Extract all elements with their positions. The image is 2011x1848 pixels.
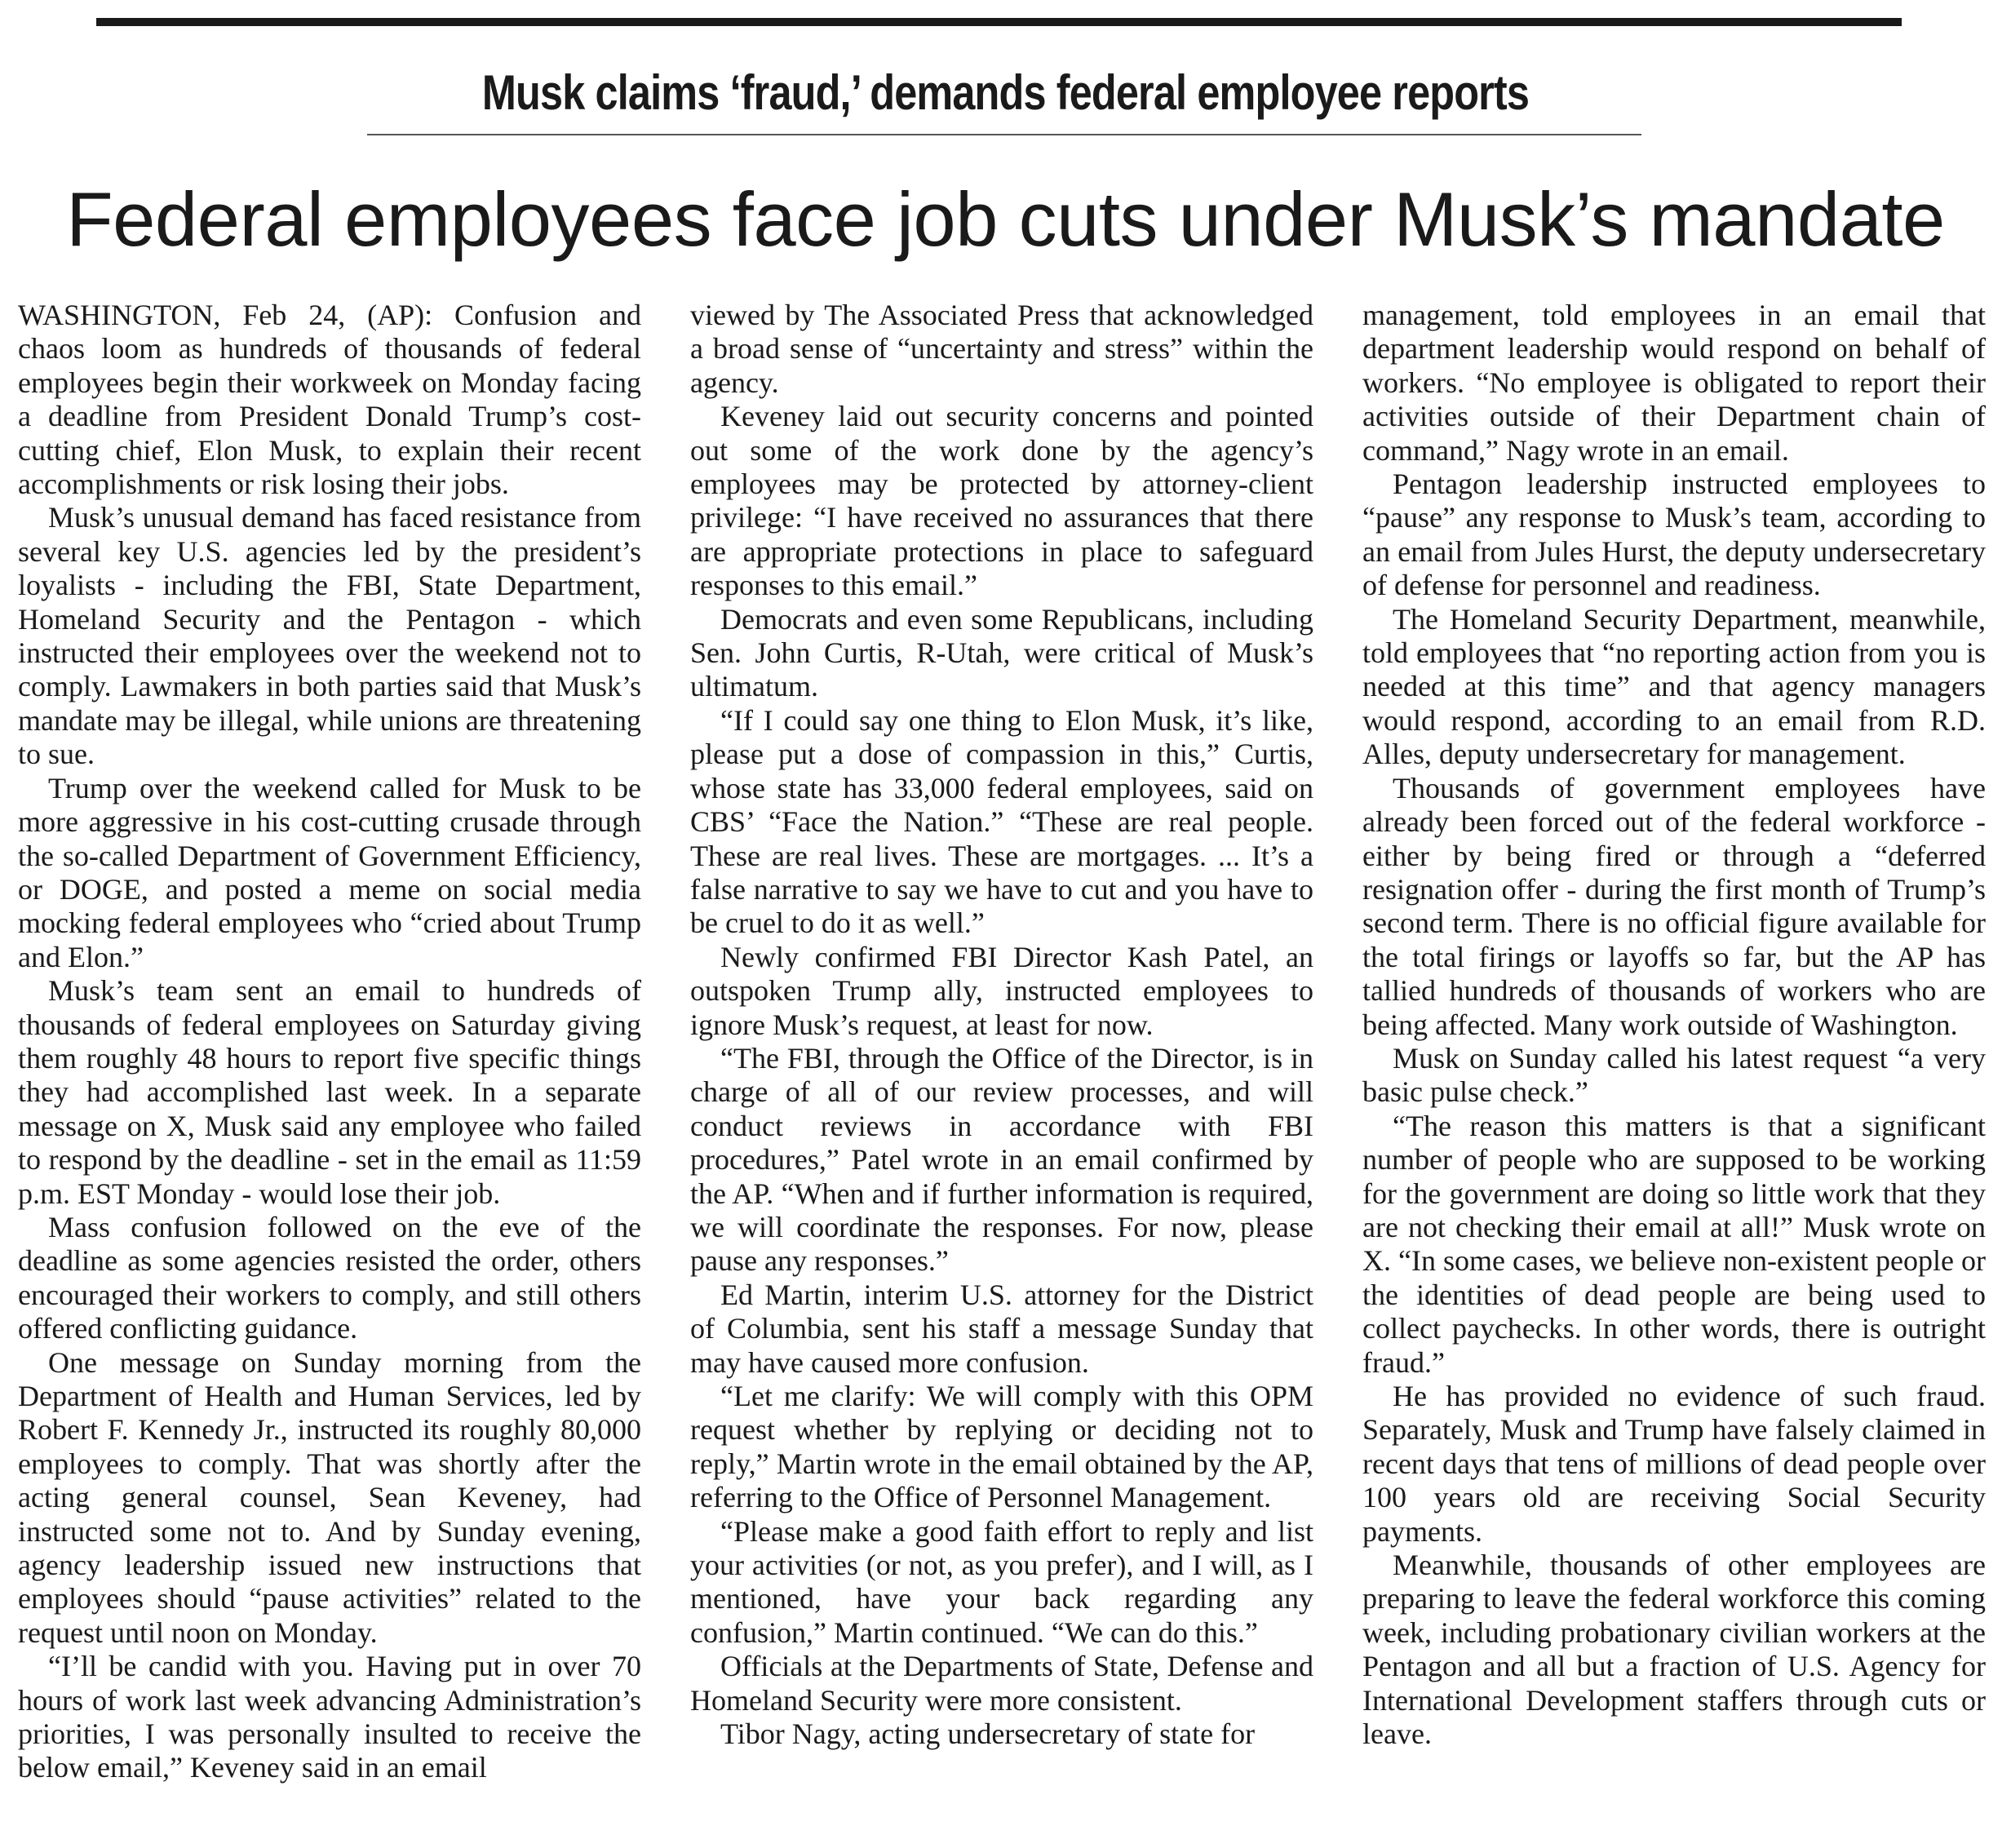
article-paragraph: “Let me clarify: We will comply with this OPM request whether by replying or deciding not to reply,” Martin wrote in the email obtained by the AP, referring to the Office of Personnel Management. <box>690 1380 1313 1514</box>
article-paragraph: Musk’s unusual demand has faced resistance from several key U.S. agencies led by the president’s loyalists - including the FBI, State Department, Homeland Security and the Pentagon - which instructed their employees over the weekend not to comply. Lawmakers in both parties said that Musk’s mandate may be illegal, while unions are threatening to sue. <box>18 501 641 771</box>
main-headline: Federal employees face job cuts under Musk’s mandate <box>66 176 1945 262</box>
article-paragraph: The Homeland Security Department, meanwhile, told employees that “no reporting action from you is needed at this time” and that agency managers would respond, according to an email from R.D. Alles, deputy undersecretary for management. <box>1362 602 1986 771</box>
article-paragraph: Meanwhile, thousands of other employees are preparing to leave the federal workforce this coming week, including probationary civilian workers at the Pentagon and all but a fraction of U.S. Agency for International Development staffers through cuts or leave. <box>1362 1549 1986 1751</box>
kicker-rule <box>367 134 1641 135</box>
article-paragraph: “The reason this matters is that a significant number of people who are supposed to be working for the government are doing so little work that they are not checking their email at all!” Musk wrote on X. “In some cases, we believe non-existent people or the identities of dead people are being used to collect paychecks. In other words, there is outright fraud.” <box>1362 1109 1986 1379</box>
article-paragraph: Trump over the weekend called for Musk to be more aggressive in his cost-cutting crusade through the so-called Department of Government Efficiency, or DOGE, and posted a meme on social media mocking federal employees who “cried about Trump and Elon.” <box>18 771 641 973</box>
article-paragraph: Keveney laid out security concerns and pointed out some of the work done by the agency’s employees may be protected by attorney-client privilege: “I have received no assurances that there are appropriate protections in place to safeguard responses to this email.” <box>690 400 1313 602</box>
top-rule <box>96 18 1902 26</box>
article-paragraph: WASHINGTON, Feb 24, (AP): Confusion and chaos loom as hundreds of thousands of federal employees begin their workweek on Monday facing a deadline from President Donald Trump’s cost-cutting chief, Elon Musk, to explain their recent accomplishments or risk losing their jobs. <box>18 299 641 501</box>
article-paragraph: Mass confusion followed on the eve of the deadline as some agencies resisted the order, others encouraged their workers to comply, and still others offered conflicting guidance. <box>18 1210 641 1345</box>
article-paragraph: “Please make a good faith effort to reply and list your activities (or not, as you prefer), and I will, as I mentioned, have your back regarding any confusion,” Martin continued. “We can do this.” <box>690 1514 1313 1649</box>
article-column-2 <box>690 299 1313 1816</box>
article-paragraph: management, told employees in an email that department leadership would respond on behalf of workers. “No employee is obligated to report their activities outside of their Department chain of command,” Nagy wrote in an email. <box>1362 299 1986 467</box>
article-paragraph: Ed Martin, interim U.S. attorney for the District of Columbia, sent his staff a message Sunday that may have caused more confusion. <box>690 1278 1313 1379</box>
article-paragraph: Pentagon leadership instructed employees to “pause” any response to Musk’s team, according to an email from Jules Hurst, the deputy undersecretary of defense for personnel and readiness. <box>1362 468 1986 602</box>
article-paragraph: Newly confirmed FBI Director Kash Patel, an outspoken Trump ally, instructed employees to ignore Musk’s request, at least for now. <box>690 940 1313 1041</box>
article-paragraph: “I’ll be candid with you. Having put in over 70 hours of work last week advancing Administration’s priorities, I was personally insulted to receive the below email,” Keveney said in an email <box>18 1650 641 1784</box>
article-paragraph: Democrats and even some Republicans, including Sen. John Curtis, R-Utah, were critical of Musk’s ultimatum. <box>690 602 1313 703</box>
article-paragraph: One message on Sunday morning from the Department of Health and Human Services, led by Robert F. Kennedy Jr., instructed its roughly 80,000 employees to comply. That was shortly after the acting general counsel, Sean Keveney, had instructed some not to. And by Sunday evening, agency leadership issued new instructions that employees should “pause activities” related to the request until noon on Monday. <box>18 1345 641 1649</box>
article-paragraph: Thousands of government employees have already been forced out of the federal workforce - either by being fired or through a “deferred resignation offer - during the first month of Trump’s second term. There is no official figure available for the total firings or layoffs so far, but the AP has tallied hundreds of thousands of workers who are being affected. Many work outside of Washington. <box>1362 771 1986 1041</box>
article-paragraph: viewed by The Associated Press that acknowledged a broad sense of “uncertainty and stress” within the agency. <box>690 299 1313 399</box>
article-column-3 <box>1362 299 1986 1816</box>
article-column-1 <box>18 299 641 1816</box>
article-paragraph: “The FBI, through the Office of the Director, is in charge of all of our review processes, and will conduct reviews in accordance with FBI procedures,” Patel wrote in an email confirmed by the AP. “When and if further information is required, we will coordinate the responses. For now, please pause any responses.” <box>690 1041 1313 1278</box>
article-paragraph: He has provided no evidence of such fraud. Separately, Musk and Trump have falsely claimed in recent days that tens of millions of dead people over 100 years old are receiving Social Security payments. <box>1362 1380 1986 1548</box>
article-paragraph: “If I could say one thing to Elon Musk, it’s like, please put a dose of compassion in this,” Curtis, whose state has 33,000 federal employees, said on CBS’ “Face the Nation.” “These are real people. These are real lives. These are mortgages. ... It’s a false narrative to say we have to cut and you have to be cruel to do it as well.” <box>690 703 1313 940</box>
article-paragraph: Musk on Sunday called his latest request “a very basic pulse check.” <box>1362 1041 1986 1109</box>
article-paragraph: Tibor Nagy, acting undersecretary of state for <box>720 1717 1256 1751</box>
article-paragraph: Officials at the Departments of State, Defense and Homeland Security were more consistent. <box>690 1650 1313 1717</box>
article-paragraph: Musk’s team sent an email to hundreds of thousands of federal employees on Saturday giving them roughly 48 hours to report five specific things they had accomplished last week. In a separate message on X, Musk said any employee who failed to respond by the deadline - set in the email as 11:59 p.m. EST Monday - would lose their job. <box>18 974 641 1210</box>
kicker-headline: Musk claims ‘fraud,’ demands federal employee reports <box>481 65 1530 120</box>
